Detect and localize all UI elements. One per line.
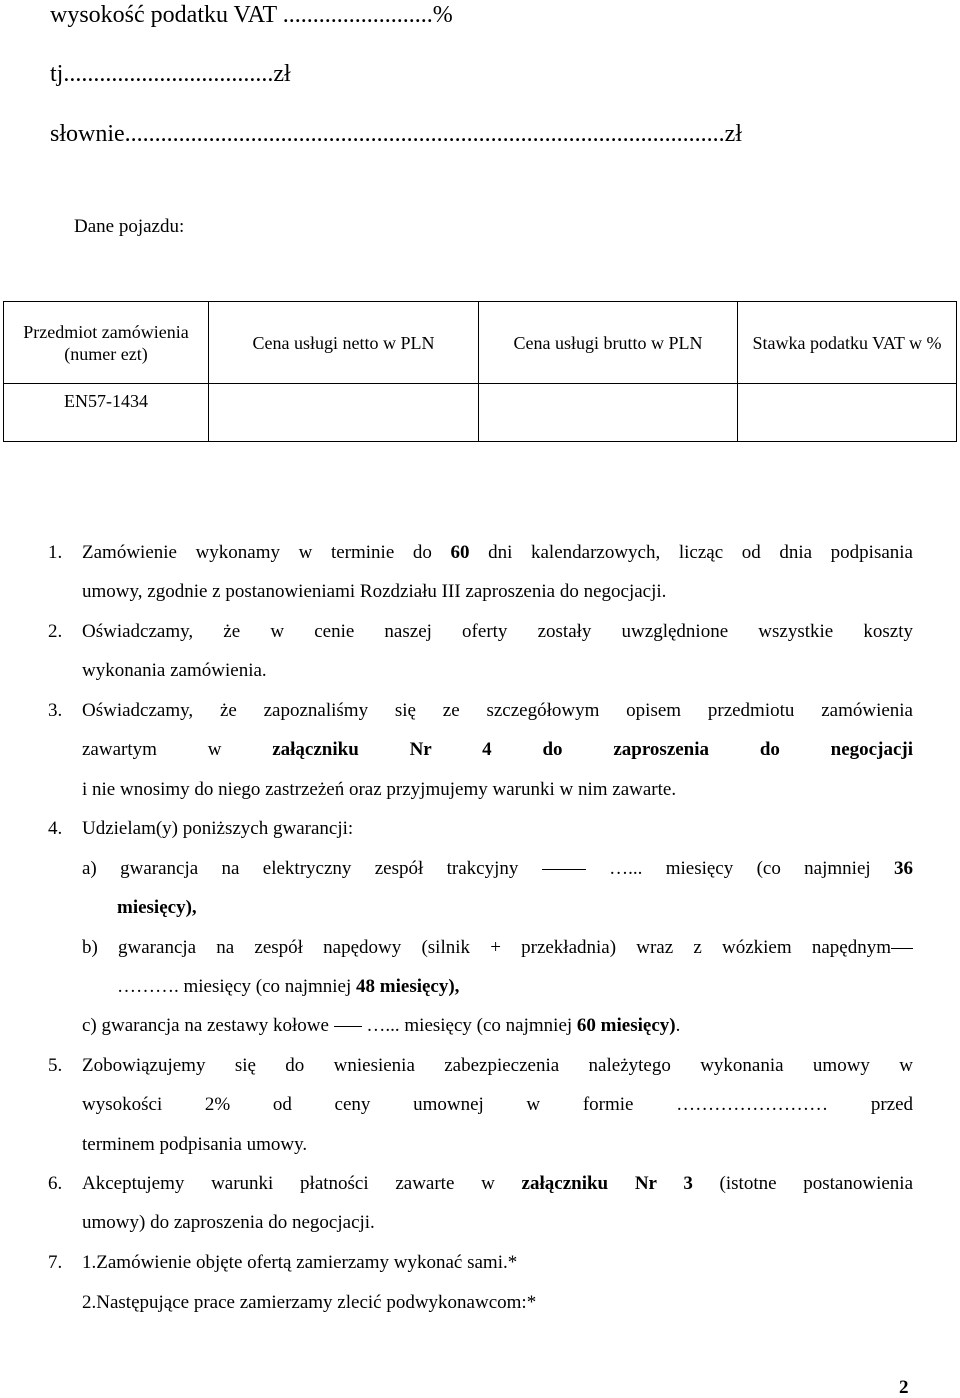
item-2-line-2: wykonania zamówienia. bbox=[82, 660, 267, 681]
table-header-row bbox=[4, 302, 957, 384]
guarantee-c-line: c) gwarancja na zestawy kołowe …... miesięcy (co najmniej 60 miesięcy). bbox=[82, 1015, 681, 1036]
header-cell-vat-rate: Stawka podatku VAT w % bbox=[738, 302, 957, 384]
table-row bbox=[4, 384, 957, 442]
guarantee-a-line-2: miesięcy), bbox=[117, 897, 197, 918]
cell-gross-price bbox=[479, 384, 738, 442]
item-2-number: 2. bbox=[48, 621, 63, 642]
guarantee-b-line-2: ………. miesięcy (co najmniej 48 miesięcy), bbox=[117, 976, 460, 997]
item-5-line-2: wysokości 2% od ceny umownej w formie …………………… przed bbox=[82, 1094, 914, 1115]
item-7-number: 7. bbox=[48, 1252, 63, 1273]
item-5-number: 5. bbox=[48, 1055, 63, 1076]
item-3-number: 3. bbox=[48, 700, 63, 721]
item-5-line-3: terminem podpisania umowy. bbox=[82, 1134, 308, 1155]
underline-dash bbox=[334, 1026, 362, 1027]
underline-dash bbox=[542, 869, 586, 870]
underline-dash bbox=[891, 948, 913, 949]
item-2-line-1: Oświadczamy, że w cenie naszej oferty zostały uwzględnione wszystkie koszty bbox=[82, 621, 913, 642]
item-6-line-1: Akceptujemy warunki płatności zawarte w załączniku Nr 3 (istotne postanowienia bbox=[82, 1173, 914, 1194]
guarantee-b-line-1: b) gwarancja na zespół napędowy (silnik + przekładnia) wraz z wózkiem napędnym bbox=[82, 935, 913, 961]
cell-vehicle-number: EN57-1434 bbox=[4, 384, 209, 442]
item-6-number: 6. bbox=[48, 1173, 63, 1194]
price-table bbox=[3, 301, 957, 442]
item-7-line-2: 2.Następujące prace zamierzamy zlecić podwykonawcom:* bbox=[82, 1292, 537, 1313]
cell-net-price bbox=[209, 384, 479, 442]
header-cell-net-price: Cena usługi netto w PLN bbox=[209, 302, 479, 384]
item-3-line-1: Oświadczamy, że zapoznaliśmy się ze szczegółowym opisem przedmiotu zamówienia bbox=[82, 700, 913, 721]
header-cell-subject: Przedmiot zamówienia (numer ezt) bbox=[4, 302, 209, 384]
cell-vat-rate bbox=[738, 384, 957, 442]
header-cell-gross-price: Cena usługi brutto w PLN bbox=[479, 302, 738, 384]
amount-in-words-line: słownie....................................................................................................zł bbox=[50, 121, 742, 147]
item-7-line-1: 1.Zamówienie objęte ofertą zamierzamy wykonać sami.* bbox=[82, 1252, 518, 1273]
item-3-line-2: zawartym w załączniku Nr 4 do zaproszenia do negocjacji bbox=[82, 739, 913, 760]
item-4-number: 4. bbox=[48, 818, 63, 839]
vehicle-data-label: Dane pojazdu: bbox=[74, 216, 185, 237]
item-6-line-2: umowy) do zaproszenia do negocjacji. bbox=[82, 1212, 375, 1233]
item-1-number: 1. bbox=[48, 542, 63, 563]
page-number: 2 bbox=[899, 1377, 909, 1398]
item-5-line-1: Zobowiązujemy się do wniesienia zabezpieczenia należytego wykonania umowy w bbox=[82, 1055, 913, 1076]
vat-rate-line: wysokość podatku VAT .........................% bbox=[50, 2, 453, 28]
item-1-line-2: umowy, zgodnie z postanowieniami Rozdziału III zaproszenia do negocjacji. bbox=[82, 581, 667, 602]
guarantee-a-line-1: a) gwarancja na elektryczny zespół trakcyjny …... miesięcy (co najmniej 36 bbox=[82, 858, 914, 879]
item-4-line-1: Udzielam(y) poniższych gwarancji: bbox=[82, 818, 354, 839]
amount-line: tj...................................zł bbox=[50, 61, 291, 87]
item-3-line-3: i nie wnosimy do niego zastrzeżeń oraz przyjmujemy warunki w nim zawarte. bbox=[82, 779, 677, 800]
item-1-line-1: Zamówienie wykonamy w terminie do 60 dni kalendarzowych, licząc od dnia podpisania bbox=[82, 542, 913, 563]
